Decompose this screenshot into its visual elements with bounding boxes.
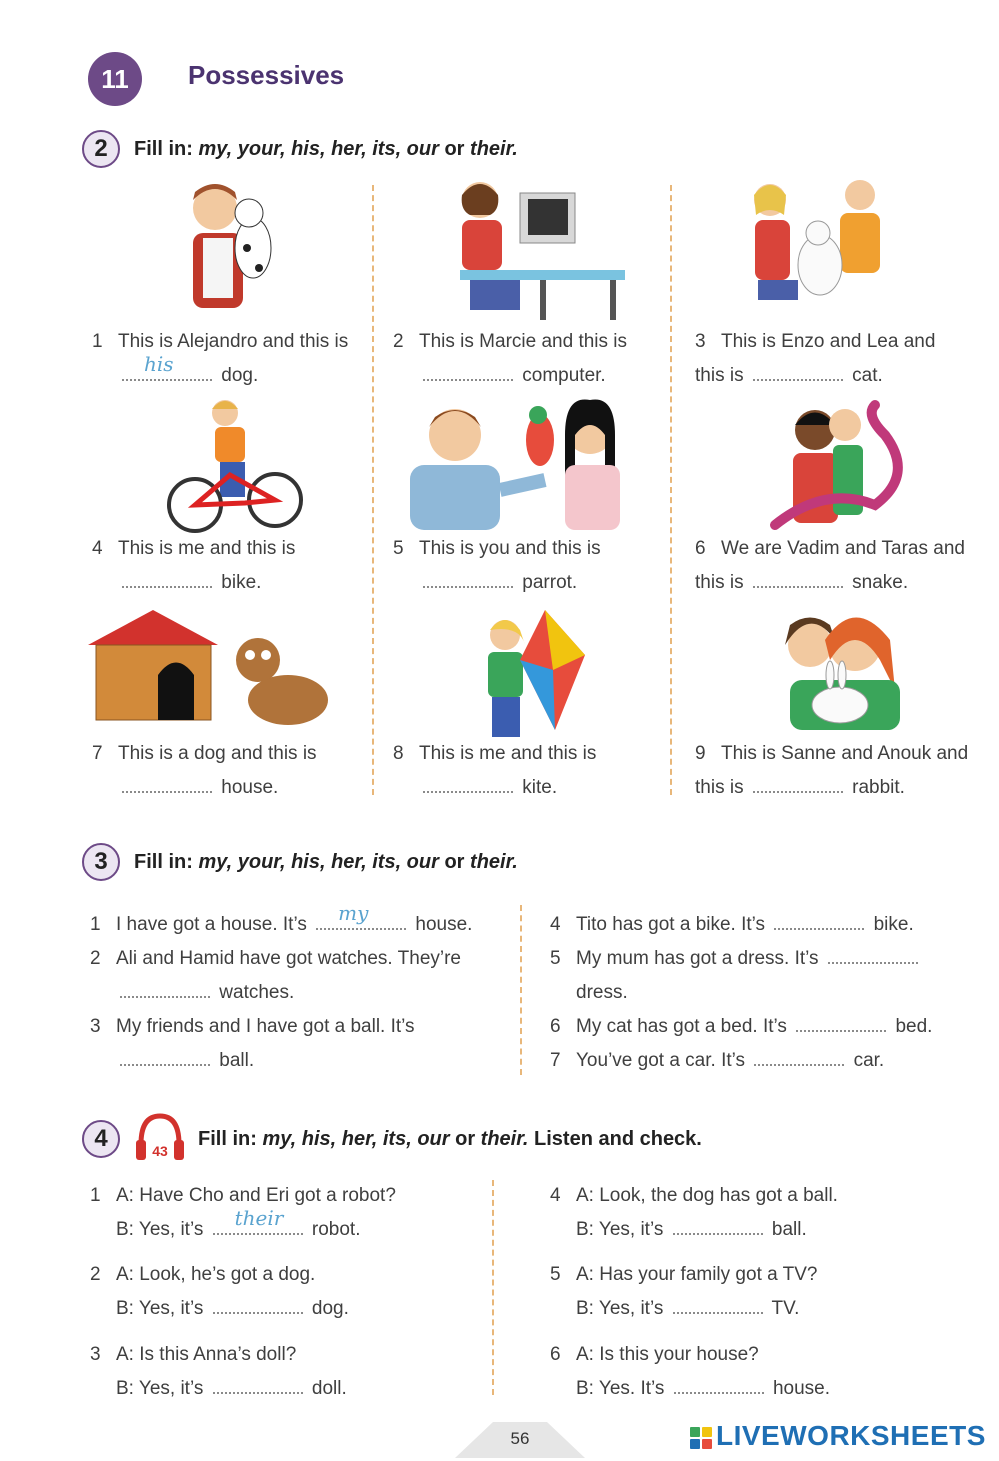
column-divider — [520, 905, 522, 1075]
answer-blank[interactable] — [674, 1376, 764, 1394]
dog-kennel-illustration — [88, 605, 358, 735]
answer-blank[interactable] — [423, 570, 513, 588]
answer-blank[interactable]: their — [213, 1217, 303, 1235]
ex3-item-7: 7 You’ve got a car. It’s car. — [550, 1050, 885, 1071]
answer-blank[interactable] — [753, 775, 843, 793]
answer-blank[interactable] — [774, 912, 864, 930]
answer-blank[interactable] — [673, 1217, 763, 1235]
unit-number-badge: 11 — [88, 52, 142, 106]
ex4-item-5: 5 A: Has your family got a TV? B: Yes, it’s TV. — [550, 1264, 818, 1319]
ex3-item-4: 4 Tito has got a bike. It’s bike. — [550, 914, 914, 935]
page-number-tab — [455, 1418, 585, 1458]
girl-kite-illustration — [470, 600, 590, 740]
answer-blank[interactable]: my — [316, 912, 406, 930]
answer-blank[interactable]: his — [122, 363, 212, 381]
answer-blank[interactable] — [754, 1048, 844, 1066]
answer-blank[interactable] — [753, 363, 843, 381]
ex3-item-6: 6 My cat has got a bed. It’s bed. — [550, 1016, 933, 1037]
page-number: 56 — [510, 1429, 530, 1448]
column-divider — [670, 185, 672, 795]
ex4-item-3: 3 A: Is this Anna’s doll? B: Yes, it’s doll. — [90, 1344, 347, 1399]
answer-blank[interactable] — [213, 1296, 303, 1314]
ex2-item-1: 1 This is Alejandro and this is his dog. — [92, 331, 349, 386]
answer-blank[interactable] — [796, 1014, 886, 1032]
ex3-item-2: 2 Ali and Hamid have got watches. They’re watches. — [90, 948, 461, 1003]
ex2-item-3: 3 This is Enzo and Lea and this is cat. — [695, 331, 936, 386]
column-divider — [492, 1180, 494, 1395]
answer-blank[interactable] — [122, 570, 212, 588]
column-divider — [372, 185, 374, 795]
ex4-item-6: 6 A: Is this your house? B: Yes. It’s house. — [550, 1344, 830, 1399]
you-parrot-illustration — [405, 395, 640, 535]
ex4-item-1: 1 A: Have Cho and Eri got a robot? B: Yes, it’s their robot. — [90, 1185, 396, 1240]
liveworksheets-logo: LIVEWORKSHEETS — [690, 1420, 986, 1452]
ex2-item-2: 2 This is Marcie and this is computer. — [393, 331, 628, 386]
exercise-2-number: 2 — [82, 130, 120, 168]
ex4-item-2: 2 A: Look, he’s got a dog. B: Yes, it’s dog. — [90, 1264, 349, 1319]
ex2-item-8: 8 This is me and this is kite. — [393, 743, 597, 798]
unit-title: Possessives — [188, 60, 345, 90]
liveworksheets-icon — [690, 1427, 712, 1449]
exercise-4-number: 4 — [82, 1120, 120, 1158]
exercise-3-number: 3 — [82, 843, 120, 881]
answer-blank[interactable] — [423, 363, 513, 381]
answer-blank[interactable] — [673, 1296, 763, 1314]
ex3-item-5: 5 My mum has got a dress. It’s dress. — [550, 942, 970, 1010]
boy-bike-illustration — [165, 395, 310, 535]
headphones-audio-icon[interactable] — [133, 1110, 187, 1164]
marcie-computer-illustration — [440, 175, 625, 320]
enzo-lea-cat-illustration — [740, 175, 890, 315]
ex3-item-1: 1 I have got a house. It’s my house. — [90, 901, 473, 935]
ex2-item-4: 4 This is me and this is bike. — [92, 538, 296, 593]
answer-blank[interactable] — [423, 775, 513, 793]
ex2-item-6: 6 We are Vadim and Taras and this is snake. — [695, 538, 965, 593]
exercise-4-instruction: Fill in: my, his, her, its, our or their. Listen and check. — [198, 1128, 702, 1150]
sanne-anouk-rabbit-illustration — [770, 600, 910, 735]
ex2-item-9: 9 This is Sanne and Anouk and this is rabbit. — [695, 743, 969, 798]
answer-blank[interactable] — [120, 980, 210, 998]
vadim-taras-snake-illustration — [765, 395, 915, 535]
answer-blank[interactable] — [753, 570, 843, 588]
answer-blank[interactable] — [120, 1048, 210, 1066]
track-number: 43 — [152, 1143, 168, 1159]
alejandro-dog-illustration — [175, 178, 275, 323]
exercise-2-instruction: Fill in: my, your, his, her, its, our or their. — [134, 138, 518, 160]
ex4-item-4: 4 A: Look, the dog has got a ball. B: Yes, it’s ball. — [550, 1185, 838, 1240]
answer-blank[interactable] — [828, 946, 918, 964]
ex2-item-7: 7 This is a dog and this is house. — [92, 743, 317, 798]
answer-blank[interactable] — [213, 1376, 303, 1394]
ex3-item-3: 3 My friends and I have got a ball. It’s ball. — [90, 1016, 415, 1071]
exercise-3-instruction: Fill in: my, your, his, her, its, our or their. — [134, 851, 518, 873]
ex2-item-5: 5 This is you and this is parrot. — [393, 538, 601, 593]
answer-blank[interactable] — [122, 775, 212, 793]
